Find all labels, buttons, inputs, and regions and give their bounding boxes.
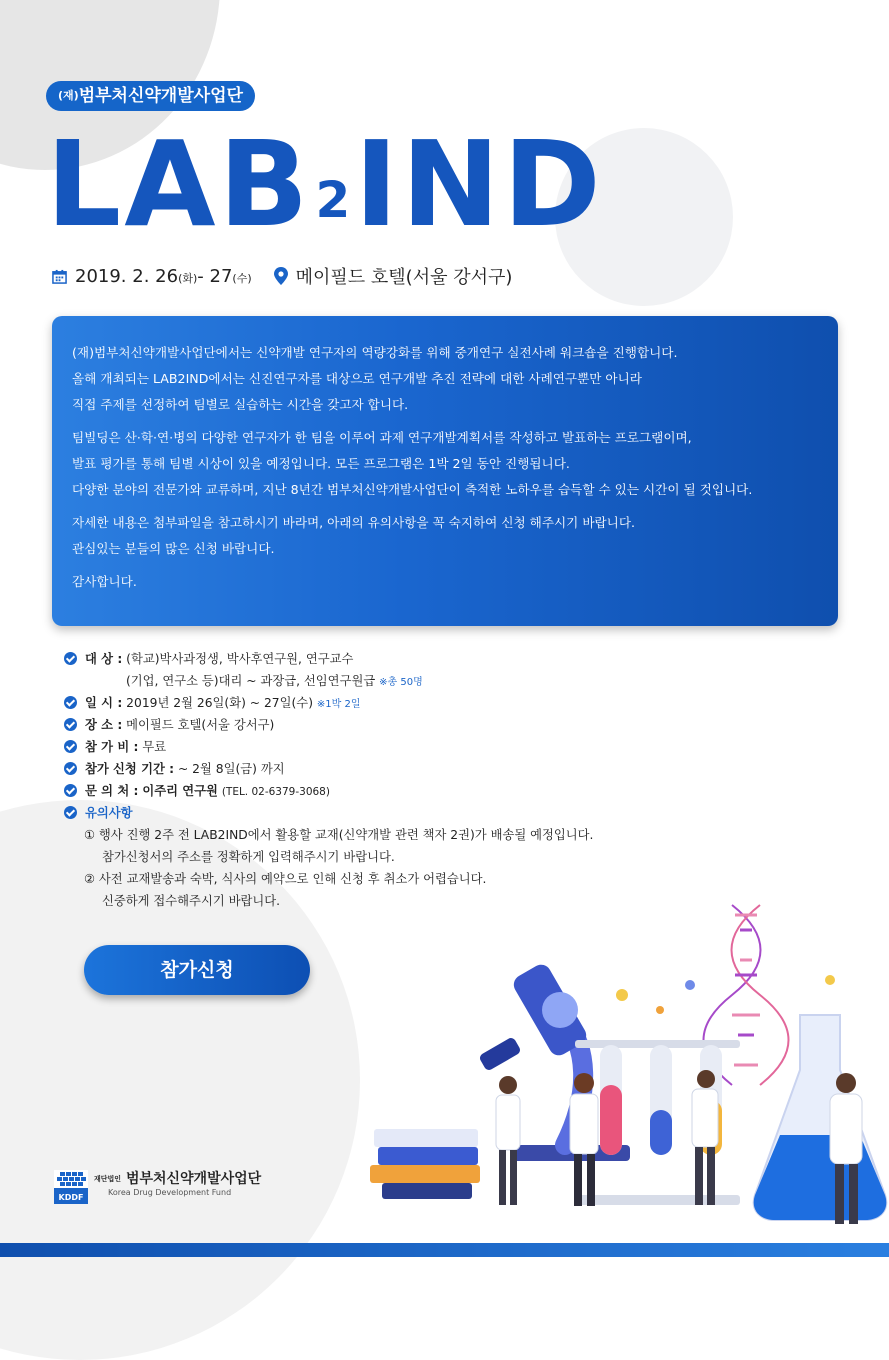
footer-org-english: Korea Drug Development Fund — [108, 1188, 232, 1197]
event-title — [46, 115, 604, 253]
scientist-figure-3 — [692, 1070, 718, 1205]
detail-fee: 참 가 비 : 무료 — [64, 736, 804, 758]
kddf-logo-icon — [54, 1170, 88, 1204]
intro-paragraph-1: (재)범부처신약개발사업단에서는 신약개발 연구자의 역량강화를 위해 중개연구 실전사례 워크숍을 진행합니다. 올해 개최되는 LAB2IND에서는 신진연구자를 대상으로 연구개발 추진 전략에 대한 사례연구뿐만 아니라 직접 주제를 선정하여 팀별로 실습하는 시간을 갖고자 합니다. — [72, 345, 678, 412]
intro-paragraph-3: 자세한 내용은 첨부파일을 참고하시기 바라며, 아래의 유의사항을 꼭 숙지하여 신청 해주시기 바랍니다. 관심있는 분들의 많은 신청 바랍니다. — [72, 515, 635, 556]
title-part-2: 2 — [315, 171, 351, 229]
notice-heading: 유의사항 — [64, 802, 804, 824]
detail-contact: 문 의 처 : 이주리 연구원 (TEL. 02-6379-3068) — [64, 780, 804, 802]
notice-item-2: ② 사전 교재발송과 숙박, 식사의 예약으로 인해 신청 후 취소가 어렵습니다. — [84, 872, 487, 886]
check-circle-icon — [64, 696, 77, 709]
intro-paragraph-4: 감사합니다. — [72, 574, 137, 589]
detail-place: 장 소 : 메이필드 호텔(서울 강서구) — [64, 714, 804, 736]
apply-button[interactable]: 참가신청 — [84, 945, 310, 995]
detail-target: 대 상 : (학교)박사과정생, 박사후연구원, 연구교수 — [64, 648, 804, 670]
event-info-line — [52, 262, 512, 290]
notice-item-2-cont: 신중하게 접수해주시기 바랍니다. — [102, 894, 281, 908]
detail-target-cont: (기업, 연구소 등)대리 ~ 과장급, 선임연구원급 ※총 50명 — [126, 674, 423, 688]
footer-org-name: 재단법인 범부처신약개발사업단 — [94, 1171, 262, 1187]
organizer-prefix: (재) — [58, 89, 79, 102]
check-circle-icon — [64, 718, 77, 731]
detail-date: 일 시 : 2019년 2월 26일(화) ~ 27일(수) ※1박 2일 — [64, 692, 804, 714]
organizer-badge — [46, 81, 255, 111]
location-pin-icon — [274, 267, 288, 285]
intro-box — [52, 316, 838, 626]
lab-illustration — [360, 895, 889, 1240]
title-part-ind: IND — [354, 115, 604, 253]
notice-item-1-cont: 참가신청서의 주소를 정확하게 입력해주시기 바랍니다. — [102, 850, 395, 864]
title-part-lab: LAB — [46, 115, 312, 253]
organizer-name: 범부처신약개발사업단 — [78, 86, 243, 106]
check-circle-icon — [64, 652, 77, 665]
detail-period: 참가 신청 기간 : ~ 2월 8일(금) 까지 — [64, 758, 804, 780]
flask-icon — [754, 975, 887, 1220]
footer-bar — [0, 1243, 889, 1257]
books-icon — [370, 1129, 480, 1199]
check-circle-icon — [64, 762, 77, 775]
notice-item-1: ① 행사 진행 2주 전 LAB2IND에서 활용할 교재(신약개발 관련 책자 2권)가 배송될 예정입니다. — [84, 828, 594, 842]
check-circle-icon — [64, 806, 77, 819]
check-circle-icon — [64, 740, 77, 753]
event-details — [64, 648, 804, 912]
check-circle-icon — [64, 784, 77, 797]
calendar-icon — [52, 269, 67, 284]
event-venue: 메이필드 호텔(서울 강서구) — [295, 267, 513, 288]
intro-paragraph-2: 팀빌딩은 산·학·연·병의 다양한 연구자가 한 팀을 이루어 과제 연구개발계획서를 작성하고 발표하는 프로그램이며, 발표 평가를 통해 팀별 시상이 있을 예정입니다. 모든 프로그램은 1박 2일 동안 진행됩니다. 다양한 분야의 전문가와 교류하며, 지난 8년간 범부처신약개발사업단이 축적한 노하우를 습득할 수 있는 시간이 될 것입니다. — [72, 430, 753, 497]
logo-abbr: KDDF — [58, 1193, 84, 1202]
event-date: 2019. 2. 26(화)- 27(수) — [75, 265, 252, 287]
scientist-figure-1 — [496, 1076, 520, 1205]
